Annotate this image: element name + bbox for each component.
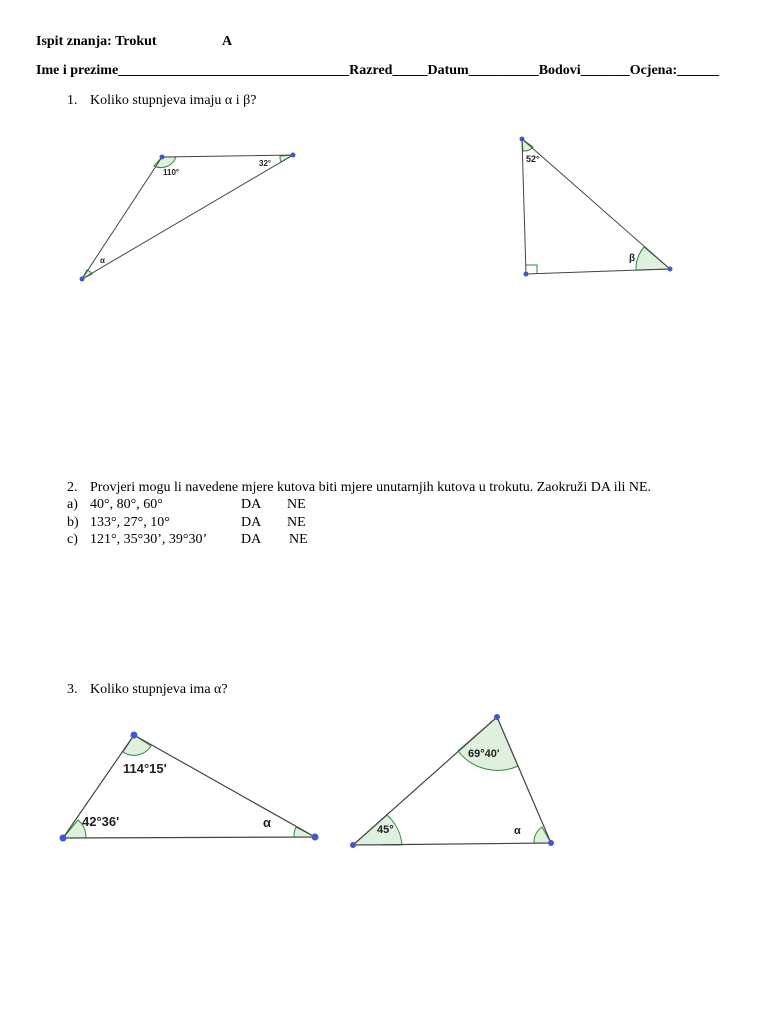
q3-fig1-angle-top: 114°15' [123, 761, 167, 776]
points-field[interactable]: _______ [580, 63, 630, 78]
q3-fig1-angle-left: 42°36' [82, 814, 120, 829]
item-b-yes-option[interactable]: DA [241, 515, 262, 530]
grade-label: Ocjena: [629, 63, 678, 78]
question-2-number: 2. [67, 480, 78, 495]
question-3-text: Koliko stupnjeva ima α? [90, 682, 228, 697]
question-3-number: 3. [67, 682, 78, 697]
date-label: Datum [427, 63, 469, 78]
q3-fig1-alpha: α [263, 815, 271, 830]
page-title: Ispit znanja: Trokut [36, 34, 157, 49]
list-item-c-angles: 121°, 35°30’, 39°30’ [90, 532, 208, 547]
item-a-no-option[interactable]: NE [287, 497, 306, 512]
list-item-b-angles: 133°, 27°, 10° [90, 515, 170, 530]
list-item-c-letter: c) [67, 532, 78, 547]
name-field[interactable]: _________________________________ [118, 63, 350, 78]
q3-fig2-angle-left: 45° [377, 824, 394, 836]
item-c-no-option[interactable]: NE [289, 532, 308, 547]
q1-fig2-angle-top: 52° [526, 154, 540, 164]
list-item-a-letter: a) [67, 497, 78, 512]
class-field[interactable]: _____ [392, 63, 428, 78]
q3-fig2-alpha: α [514, 825, 521, 837]
item-b-no-option[interactable]: NE [287, 515, 306, 530]
grade-field[interactable]: ______ [677, 63, 720, 78]
q3-fig2-angle-top: 69°40' [468, 748, 500, 760]
test-group: A [222, 34, 233, 49]
item-a-yes-option[interactable]: DA [241, 497, 262, 512]
q1-fig2-beta: β [629, 253, 636, 264]
question-1-number: 1. [67, 93, 78, 108]
points-label: Bodovi [538, 63, 581, 78]
q1-fig1-angle-top: 110° [163, 168, 180, 177]
name-label: Ime i prezime [36, 63, 119, 78]
q3-triangle-1 [60, 732, 319, 842]
question-1-text: Koliko stupnjeva imaju α i β? [90, 93, 257, 108]
q1-fig1-alpha: α [100, 256, 105, 265]
list-item-a-angles: 40°, 80°, 60° [90, 497, 163, 512]
q3-triangle-2 [350, 714, 554, 848]
date-field[interactable]: __________ [468, 63, 539, 78]
list-item-b-letter: b) [67, 515, 79, 530]
question-2-text: Provjeri mogu li navedene mjere kutova biti mjere unutarnjih kutova u trokutu. Zaokruži DA ili NE. [90, 480, 652, 495]
q1-triangle-1 [80, 153, 296, 282]
item-c-yes-option[interactable]: DA [241, 532, 262, 547]
q1-fig1-angle-right: 32° [259, 159, 272, 168]
class-label: Razred [349, 63, 393, 78]
q1-triangle-2 [520, 137, 673, 277]
